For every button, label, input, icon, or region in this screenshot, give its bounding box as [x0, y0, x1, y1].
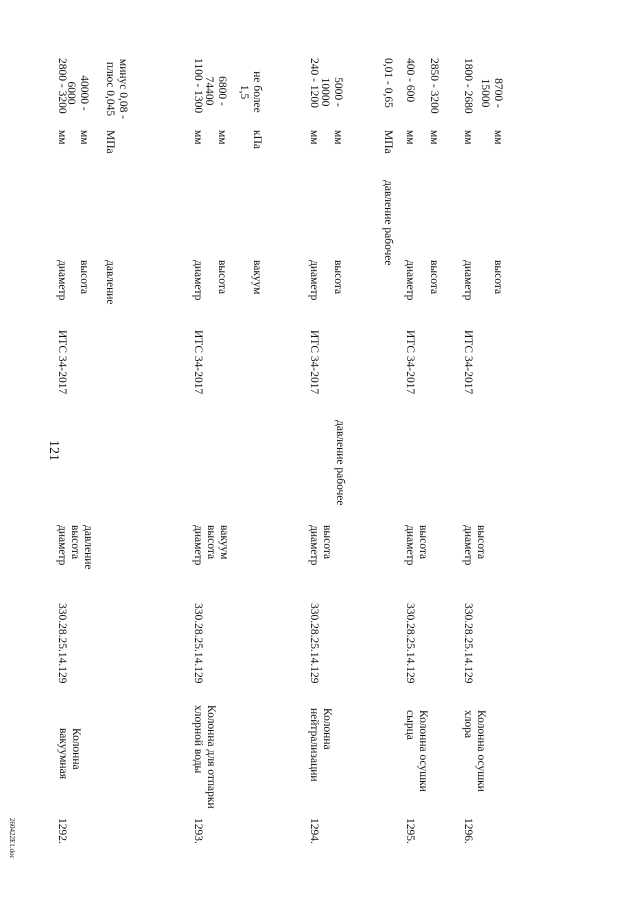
unit: кПа	[251, 130, 263, 149]
unit: мм	[404, 130, 416, 145]
value: 0,01 - 0,65	[382, 58, 394, 108]
param-left: давление рабочее	[334, 420, 346, 506]
standard: ИТС 34-2017	[192, 330, 204, 395]
unit: мм	[192, 130, 204, 145]
param-left: диаметр	[192, 525, 204, 566]
value: 6800 - 74400	[203, 76, 228, 106]
unit: МПа	[104, 130, 116, 154]
unit: мм	[56, 130, 68, 145]
value: 40000 - 6000	[65, 75, 90, 111]
footer-filename: 260422E1.doc	[8, 818, 16, 859]
equipment-name: Колонна осушки сырца	[404, 710, 429, 792]
unit: мм	[78, 130, 90, 145]
param-left: давление	[82, 525, 94, 570]
param-right: высота	[78, 260, 90, 295]
equipment-code: 330.28.25.14.129	[56, 603, 68, 684]
standard: ИТС 34-2017	[308, 330, 320, 395]
param-left: диаметр	[56, 525, 68, 566]
equipment-name: Колонна для отпарки хлорной воды	[192, 705, 217, 809]
param-left: высота	[69, 525, 81, 560]
value: 1800 - 2680	[462, 58, 474, 114]
param-right: высота	[492, 260, 504, 295]
row-number: 1293.	[192, 818, 204, 844]
equipment-code: 330.28.25.14.129	[192, 603, 204, 684]
param-right: вакуум	[251, 260, 263, 295]
value: 400 - 600	[404, 58, 416, 103]
param-right: давление	[104, 260, 116, 305]
value: минус 0,08 - плюс 0,045	[104, 58, 129, 120]
unit: мм	[492, 130, 504, 145]
unit: мм	[428, 130, 440, 145]
equipment-code: 330.28.25.14.129	[404, 603, 416, 684]
param-right: диаметр	[462, 260, 474, 301]
param-right: диаметр	[404, 260, 416, 301]
equipment-code: 330.28.25.14.129	[308, 603, 320, 684]
unit: МПа	[382, 130, 394, 154]
standard: ИТС 34-2017	[404, 330, 416, 395]
value: 2800 - 3200	[56, 58, 68, 114]
value: 1100 - 1300	[192, 58, 204, 114]
equipment-name: Колонна нейтрализации	[308, 708, 333, 782]
value: 240 - 1200	[308, 58, 320, 108]
row-number: 1292.	[56, 818, 68, 844]
param-right: высота	[216, 260, 228, 295]
param-left: диаметр	[308, 525, 320, 566]
standard: ИТС 34-2017	[56, 330, 68, 395]
value: не более 1,5	[238, 71, 263, 113]
param-left: вакуум	[218, 525, 230, 560]
param-left: высота	[321, 525, 333, 560]
unit: мм	[216, 130, 228, 145]
equipment-name: Колонна осушки хлора	[462, 710, 487, 792]
param-left: высота	[205, 525, 217, 560]
param-right: диаметр	[192, 260, 204, 301]
unit: мм	[462, 130, 474, 145]
param-right: высота	[428, 260, 440, 295]
row-number: 1296.	[462, 818, 474, 844]
standard: ИТС 34-2017	[462, 330, 474, 395]
unit: мм	[308, 130, 320, 145]
equipment-code: 330.28.25.14.129	[462, 603, 474, 684]
param-left: диаметр	[404, 525, 416, 566]
param-right: диаметр	[56, 260, 68, 301]
value: 5000 - 10000	[319, 77, 344, 107]
param-left: диаметр	[462, 525, 474, 566]
row-number: 1294.	[308, 818, 320, 844]
value: 8700 - 15000	[479, 78, 504, 108]
page-number: 121	[46, 440, 61, 461]
param-right: диаметр	[308, 260, 320, 301]
equipment-name: Колонна вакуумная	[57, 728, 82, 779]
unit: мм	[332, 130, 344, 145]
value: 2850 - 3200	[428, 58, 440, 114]
param-right: высота	[332, 260, 344, 295]
param-left: высота	[475, 525, 487, 560]
param-left: высота	[417, 525, 429, 560]
row-number: 1295.	[404, 818, 416, 844]
param-right: давление рабочее	[382, 180, 394, 266]
